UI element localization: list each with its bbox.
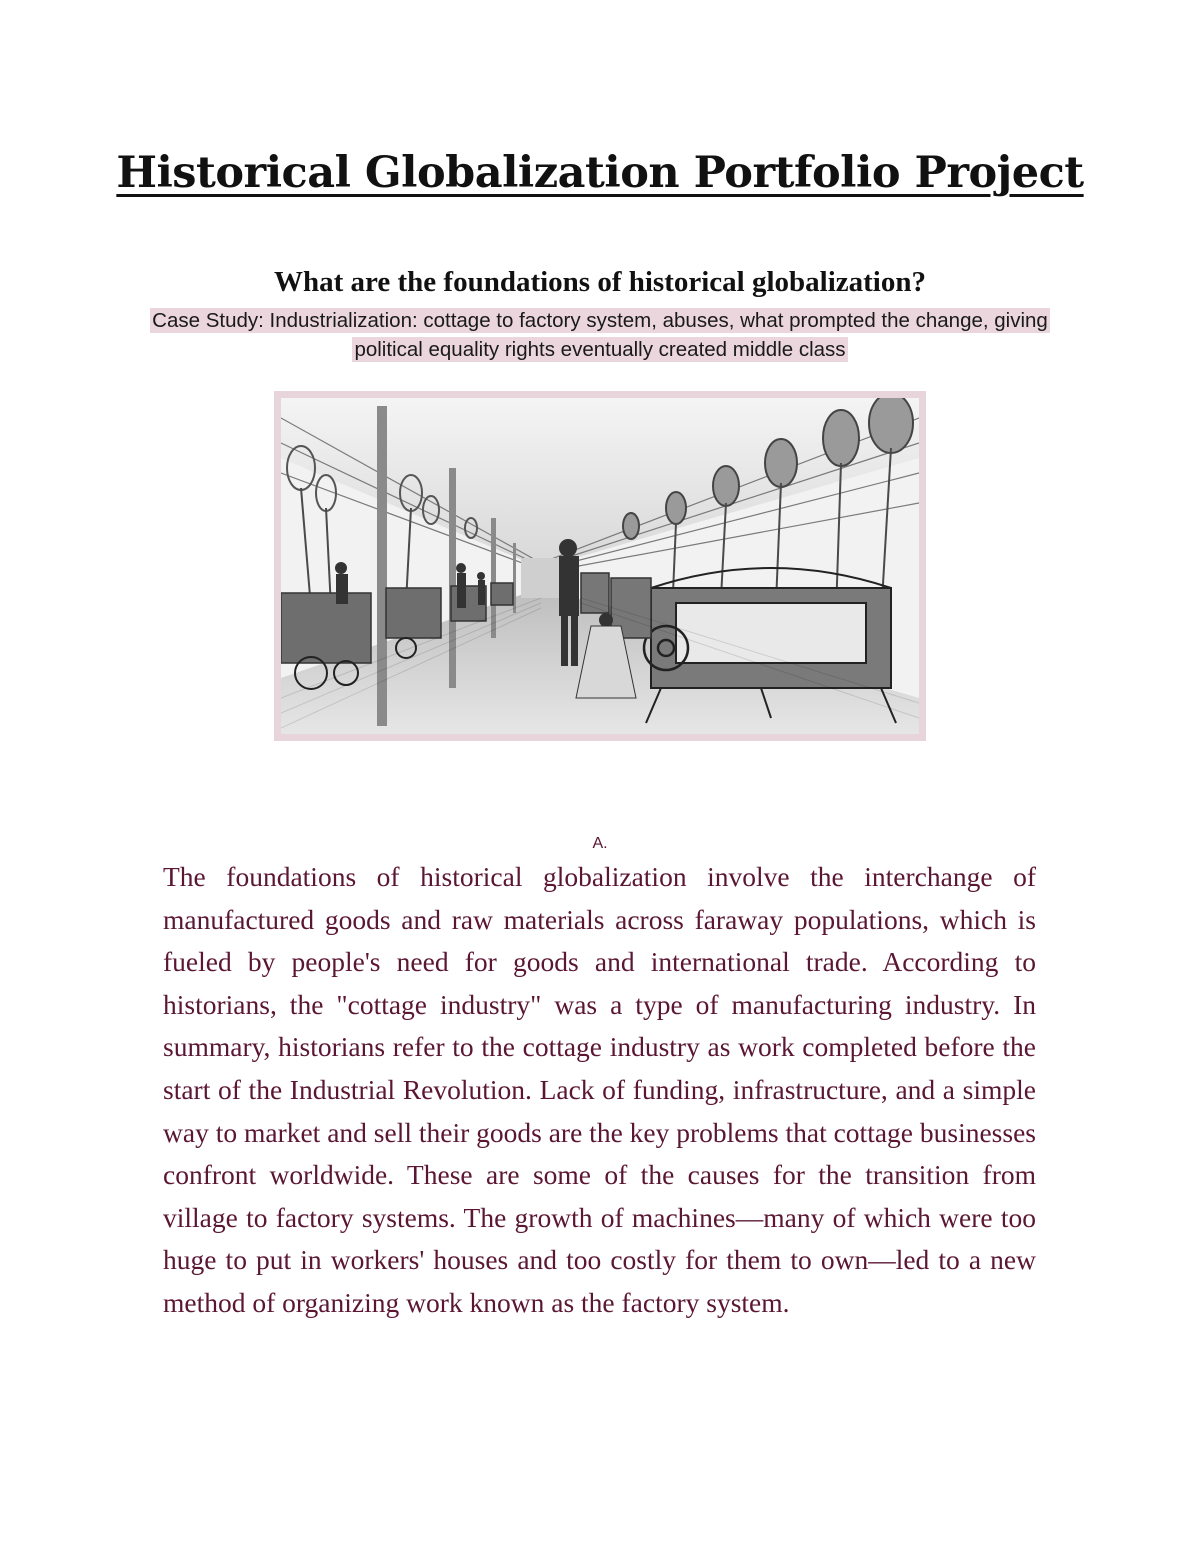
case-study-text: Case Study: Industrialization: cottage to factory system, abuses, what prompted the change, giving political equality rights eventually created middle class bbox=[152, 309, 1048, 361]
case-study-note bbox=[130, 306, 1070, 364]
factory-image-frame bbox=[274, 391, 926, 741]
section-label: A. bbox=[592, 835, 608, 852]
factory-engraving-image bbox=[281, 398, 919, 734]
body-paragraph: The foundations of historical globalization involve the interchange of manufactured goods and raw materials across faraway populations, which is fueled by people's need for goods and international trade. According to historians, the "cottage industry" was a type of manufacturing industry. In summary, historians refer to the cottage industry as work completed before the start of the Industrial Revolution. Lack of funding, infrastructure, and a simple way to market and sell their goods are the key problems that cottage businesses confront worldwide. These are some of the causes for the transition from village to factory systems. The growth of machines—many of which were too huge to put in workers' houses and too costly for them to own—led to a new method of organizing work known as the factory system. bbox=[163, 861, 1036, 1318]
page-title: Historical Globalization Portfolio Project bbox=[116, 148, 1084, 198]
guiding-question: What are the foundations of historical globalization? bbox=[274, 266, 926, 298]
